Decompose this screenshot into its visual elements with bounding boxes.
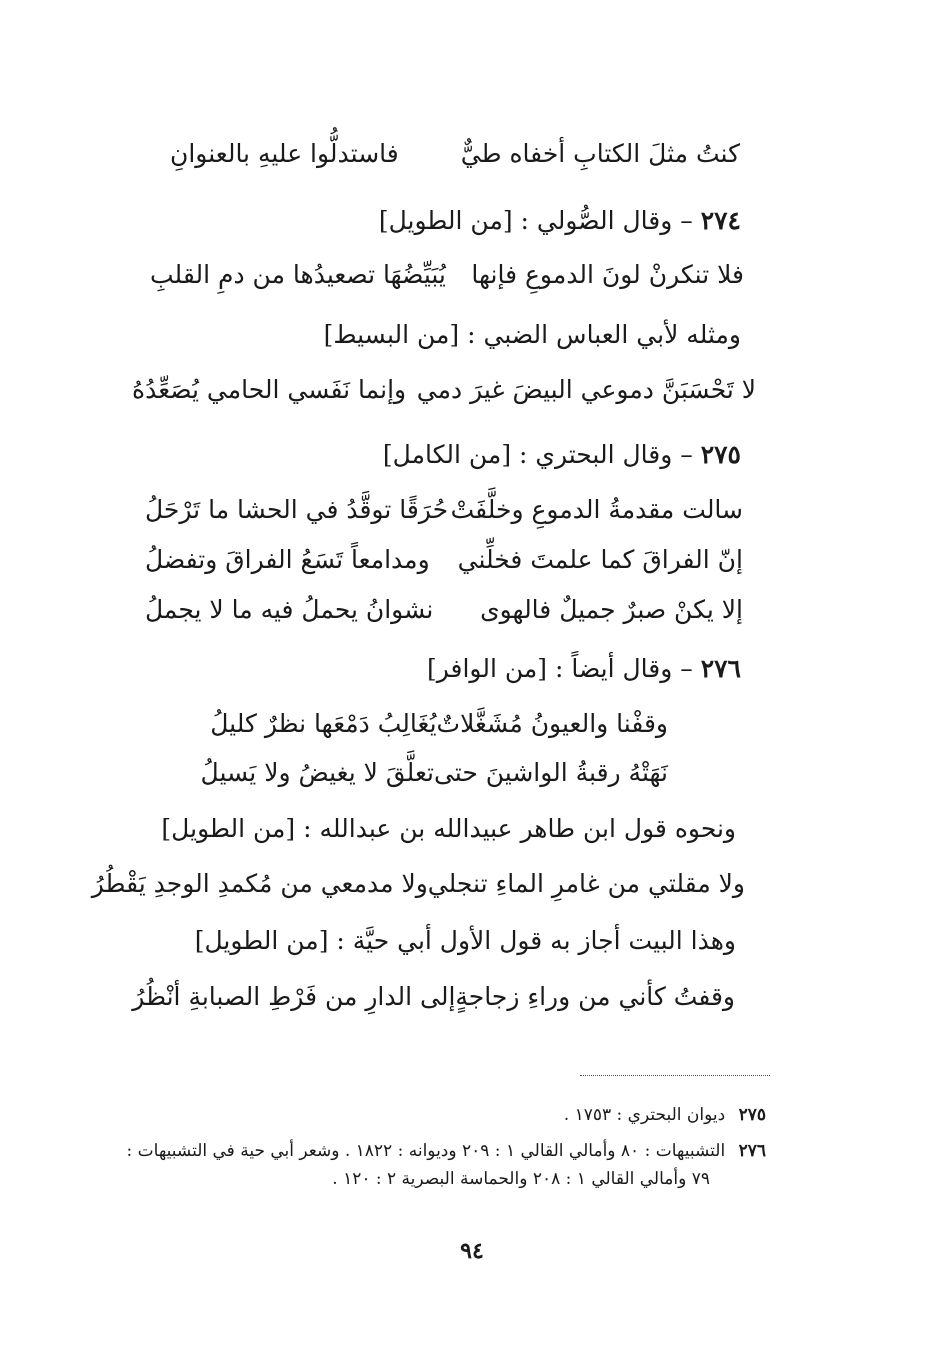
verse-hemistich-second: فاستدلُّوا عليهِ بالعنوانِ (170, 139, 399, 168)
verse-hemistich-first: لا تَحْسَبَنَّ دموعي البيضَ غيرَ دمي (416, 375, 756, 404)
verse-hemistich-first: إلا يكنْ صبرٌ جميلٌ فالهوى (480, 595, 743, 624)
entry-heading-text: – وقال الصُّولي : [من الطويل] (378, 206, 693, 235)
verse-hemistich-second: ومدامعاً تَسَعُ الفراقَ وتفضلُ (145, 545, 430, 574)
entry-number: ٢٧٤ (700, 206, 741, 235)
verse-hemistich-second: ولا مدمعي من مُكمدِ الوجدِ يَقْطُرُ (91, 869, 428, 898)
intro-line: وهذا البيت أجاز به قول الأول أبي حيَّة : [من الطويل] (194, 926, 736, 955)
verse-hemistich-second: تعلَّقَ لا يغيضُ ولا يَسيلُ (200, 758, 434, 787)
verse-hemistich-second: يُغَالِبُ دَمْعَها نظرٌ كليلُ (210, 709, 437, 738)
intro-line: ونحوه قول ابن طاهر عبيدالله بن عبدالله : [من الطويل] (161, 814, 736, 843)
footnote-text: التشبيهات : ٨٠ وأمالي القالي ١ : ٢٠٩ وديوانه : ١٨٢٢ . وشعر أبي حية في التشبيهات : (126, 1141, 726, 1161)
entry-number: ٢٧٦ (700, 654, 741, 683)
verse-line (145, 493, 743, 527)
verse-hemistich-second: إلى الدارِ من فَرْطِ الصبابةِ أنْظُرُ (132, 982, 456, 1011)
verse-hemistich-second: نشوانُ يحملُ فيه ما لا يجملُ (145, 595, 434, 624)
verse-line (145, 593, 743, 627)
verse-hemistich-first: سالت مقدمةُ الدموعِ وخلَّفَتْ (450, 495, 743, 524)
entry-heading-275 (383, 438, 741, 472)
footnote-276-continued: ٧٩ وأمالي القالي ١ : ٢٠٨ والحماسة البصرية ٢ : ١٢٠ . (332, 1169, 710, 1189)
page-number: ٩٤ (460, 1238, 484, 1264)
footnote-text: ديوان البحتري : ١٧٥٣ . (563, 1105, 726, 1125)
entry-heading-text: – وقال البحتري : [من الكامل] (382, 440, 693, 469)
verse-hemistich-first: إنّ الفراقَ كما علمتَ فخلِّني (457, 545, 743, 574)
verse-line (210, 707, 668, 741)
entry-heading-276 (427, 652, 741, 686)
entry-heading-text: – وقال أيضاً : [من الوافر] (426, 654, 693, 683)
verse-hemistich-first: نَهَتْهُ رقبةُ الواشينَ حتى (433, 758, 668, 787)
intro-line: ومثله لأبي العباس الضبي : [من البسيط] (323, 320, 741, 349)
verse-line (170, 137, 740, 171)
footnote-number: ٢٧٦ (738, 1141, 766, 1161)
entry-number: ٢٧٥ (700, 440, 741, 469)
verse-hemistich-first: ولا مقلتي من غامرِ الماءِ تنجلي (427, 869, 745, 898)
verse-hemistich-second: وإنما نَفَسي الحامي يُصَعِّدُهُ (132, 375, 407, 404)
entry-heading-274 (379, 204, 741, 238)
verse-line (200, 756, 668, 790)
verse-hemistich-first: كنتُ مثلَ الكتابِ أخفاه طيٌّ (460, 139, 740, 168)
verse-hemistich-second: حُرَقًا توقَّدُ في الحشا ما تَرْحَلُ (145, 495, 449, 524)
verse-line (150, 258, 744, 292)
verse-hemistich-second: يُبَيِّضُهَا تصعيدُها من دمِ القلبِ (150, 260, 446, 289)
verse-hemistich-first: وقفْنا والعيونُ مُشَغَّلاتٌ (436, 709, 668, 738)
verse-line (91, 867, 745, 901)
footnote-275 (564, 1103, 766, 1127)
verse-line (145, 543, 743, 577)
footnote-separator (580, 1075, 770, 1076)
footnote-number: ٢٧٥ (738, 1105, 766, 1125)
verse-hemistich-first: فلا تنكرنْ لونَ الدموعِ فإنها (471, 260, 744, 289)
footnote-276 (127, 1139, 767, 1163)
verse-hemistich-first: وقفتُ كأني من وراءِ زجاجةٍ (455, 982, 735, 1011)
verse-line (132, 373, 756, 407)
verse-line (132, 980, 735, 1014)
